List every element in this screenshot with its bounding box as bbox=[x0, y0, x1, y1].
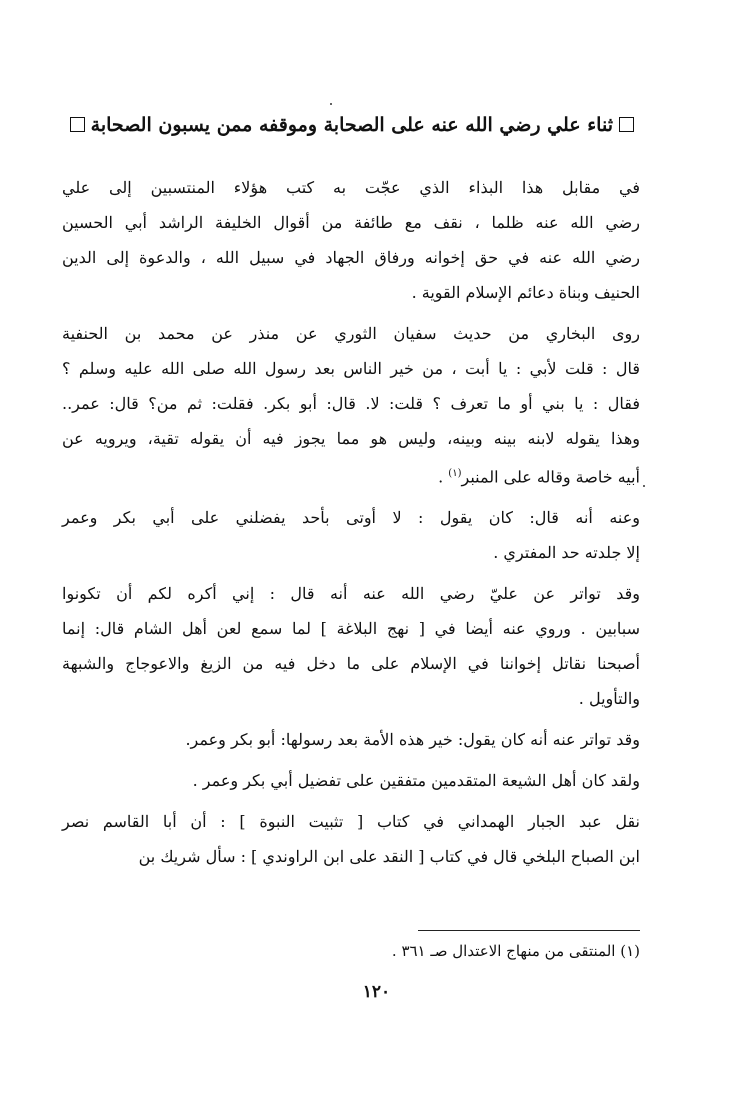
text-line-content: أصبحنا نقاتل إخواننا في الإسلام على ما دخل فيه من الزيغ والاعوجاج والشبهة bbox=[62, 654, 640, 674]
footnote: (١) المنتقى من منهاج الاعتدال صـ ٣٦١ . bbox=[391, 942, 640, 960]
footnote-reference: (١) bbox=[448, 468, 462, 479]
footnote-divider bbox=[418, 930, 640, 931]
text-line-content: سبابين . وروي عنه أيضا في [ نهج البلاغة ] لما سمع لعن أهل الشام قال: إنما bbox=[62, 619, 640, 639]
text-line-content: وقد تواتر عنه أنه كان يقول: خير هذه الأمة بعد رسولها: أبو بكر وعمر. bbox=[185, 730, 640, 750]
text-line-content: فقال : يا بني أو ما تعرف ؟ قلت: لا. قال: أبو بكر. فقلت: ثم من؟ قال: عمر.. bbox=[62, 394, 640, 413]
text-line-content: والتأويل . bbox=[578, 689, 640, 709]
paragraph bbox=[62, 170, 640, 310]
text-line-content: وعنه أنه قال: كان يقول : لا أوتى بأحد يفضلني على أبي بكر وعمر bbox=[62, 508, 640, 528]
paragraph bbox=[62, 576, 640, 716]
paragraph bbox=[62, 500, 640, 570]
text-line bbox=[62, 240, 640, 275]
text-line-content: إلا جلدته حد المفتري . bbox=[493, 543, 640, 563]
paragraph bbox=[62, 804, 640, 874]
text-line-content: الحنيف وبناة دعائم الإسلام القوية . bbox=[411, 283, 640, 302]
text-line bbox=[62, 170, 640, 205]
paragraph-list bbox=[62, 170, 640, 874]
text-line bbox=[62, 456, 640, 494]
heading-text: ثناء علي رضي الله عنه على الصحابة وموقفه ممن يسبون الصحابة bbox=[90, 114, 613, 136]
text-line-content: أبيه خاصة وقاله على المنبر bbox=[461, 467, 640, 487]
text-line bbox=[62, 205, 640, 240]
text-line-content: رضي الله عنه في حق إخوانه ورفاق الجهاد في سبيل الله ، والدعوة إلى الدين bbox=[62, 248, 640, 267]
text-line bbox=[62, 681, 640, 716]
text-line-content: روى البخاري من حديث سفيان الثوري عن منذر عن محمد بن الحنفية bbox=[62, 324, 640, 343]
text-line bbox=[62, 535, 640, 570]
text-line bbox=[62, 316, 640, 351]
text-line-content: وهذا يقوله لابنه بينه وبينه، وليس هو مما يجوز فيه أن يقوله تقية، ويرويه عن bbox=[62, 429, 640, 448]
text-line-content: في مقابل هذا البذاء الذي عجّت به كتب هؤلاء المنتسبين إلى علي bbox=[62, 178, 640, 197]
text-line bbox=[62, 804, 640, 839]
page-number: ١٢٠ bbox=[362, 982, 391, 1002]
text-line bbox=[62, 386, 640, 421]
paragraph bbox=[62, 763, 640, 798]
text-line bbox=[62, 646, 640, 681]
text-line-content: وقد تواتر عن عليّ رضي الله عنه أنه قال : إني أكره لكم أن تكونوا bbox=[62, 584, 640, 604]
paragraph bbox=[62, 722, 640, 757]
page-body bbox=[62, 96, 640, 880]
text-line bbox=[62, 421, 640, 456]
text-line bbox=[62, 611, 640, 646]
text-line-content: ابن الصباح البلخي قال في كتاب [ النقد على ابن الراوندي ] : سأل شريك بن bbox=[138, 847, 640, 867]
text-line bbox=[62, 839, 640, 874]
text-line-tail: . bbox=[438, 467, 449, 487]
text-line bbox=[62, 576, 640, 611]
text-line bbox=[62, 763, 640, 798]
text-line bbox=[62, 351, 640, 386]
text-line bbox=[62, 500, 640, 535]
paragraph bbox=[62, 316, 640, 494]
heading-box-icon bbox=[70, 117, 85, 132]
heading-box-icon bbox=[619, 117, 634, 132]
text-line bbox=[62, 275, 640, 310]
text-line-content: ولقد كان أهل الشيعة المتقدمين متفقين على تفضيل أبي بكر وعمر . bbox=[192, 771, 640, 791]
text-line-content: قال : قلت لأبي : يا أبت ، من خير الناس بعد رسول الله صلى الله عليه وسلم ؟ bbox=[62, 359, 640, 378]
text-line-content: رضي الله عنه ظلما ، نقف مع طائفة من أقوال الخليفة الراشد أبي الحسين bbox=[62, 213, 640, 232]
text-line bbox=[62, 722, 640, 757]
section-heading bbox=[62, 114, 640, 136]
scan-speck bbox=[643, 485, 645, 487]
text-line-content: نقل عبد الجبار الهمداني في كتاب [ تثبيت النبوة ] : أن أبا القاسم نصر bbox=[62, 812, 640, 832]
